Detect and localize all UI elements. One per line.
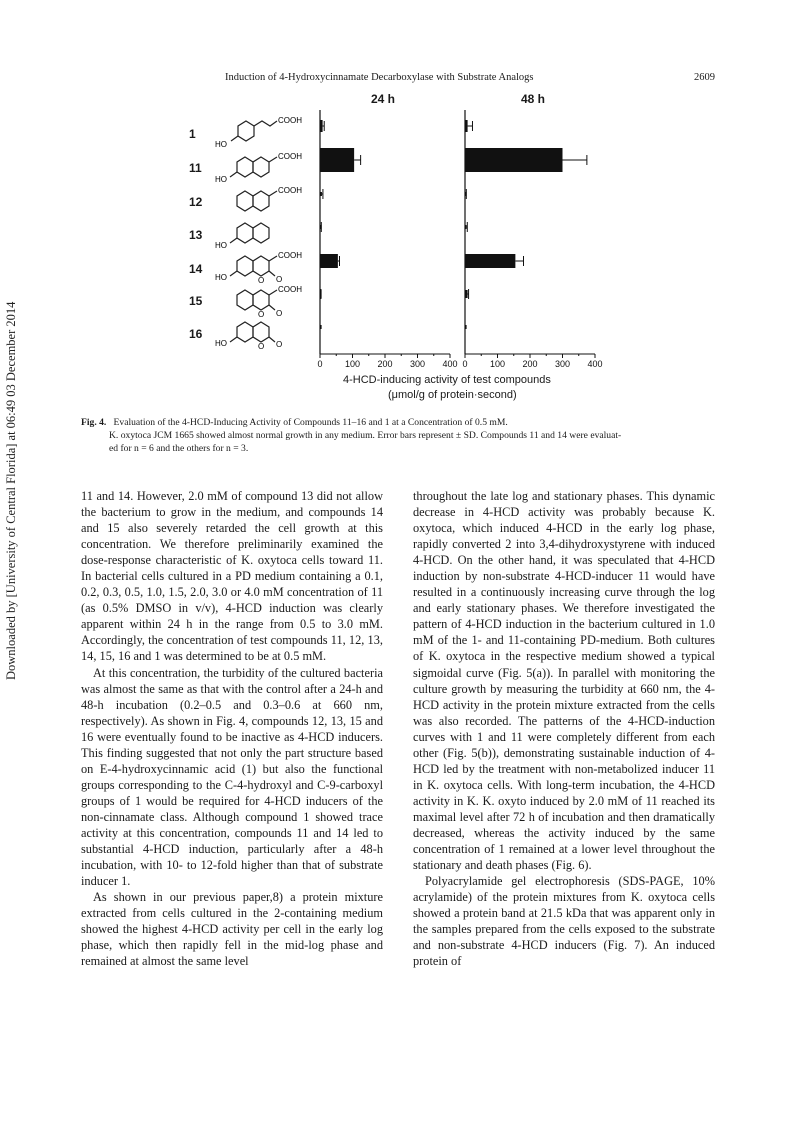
compound-label-12: 12 [189, 195, 203, 209]
x-tick-label-24h-400: 400 [442, 359, 458, 369]
cooh-label: COOH [278, 116, 302, 125]
structure-compound-16 [213, 314, 303, 354]
structure-11-drawing [213, 148, 303, 184]
x-tick-label-48h-200: 200 [522, 359, 538, 369]
ho-label: HO [215, 273, 227, 282]
panel-title-24h: 24 h [371, 92, 396, 106]
cooh-label: COOH [278, 152, 302, 161]
x-tick-label-48h-0: 0 [462, 359, 468, 369]
x-tick-label-24h-200: 200 [377, 359, 393, 369]
bar-48h-13 [465, 225, 467, 229]
activity-bar-chart [300, 110, 620, 375]
compound-label-14: 14 [189, 262, 203, 276]
x-axis-unit: (μmol/g of protein·second) [388, 389, 517, 401]
bar-48h-16 [465, 325, 467, 329]
download-note [2, 301, 22, 680]
download-note-text: Downloaded by [University of Central Florida] at 06:49 03 December 2014 [4, 301, 18, 680]
carbonyl-o-label: O [276, 309, 283, 318]
bar-24h-1 [320, 120, 323, 132]
x-tick-label-24h-100: 100 [344, 359, 361, 369]
structure-compound-12 [213, 182, 303, 218]
bar-48h-1 [465, 120, 468, 132]
ho-label: HO [215, 140, 227, 149]
ring-o-label: O [258, 342, 265, 351]
structure-16-drawing [213, 314, 303, 354]
caption-line-1: Evaluation of the 4-HCD-Inducing Activity of Compounds 11–16 and 1 at a Concentration of 0.5 mM. [113, 417, 508, 428]
carbonyl-o-label: O [276, 340, 283, 349]
ho-label: HO [215, 339, 227, 348]
bar-24h-14 [320, 254, 338, 268]
compound-label-16: 16 [189, 327, 203, 341]
figure-label: Fig. 4. [81, 417, 107, 428]
compound-label-13: 13 [189, 228, 203, 242]
x-tick-label-24h-300: 300 [409, 359, 426, 369]
ring-o-label: O [258, 310, 265, 319]
ring-o-label: O [258, 276, 265, 285]
bar-48h-11 [465, 148, 563, 172]
paragraph: throughout the late log and stationary phases. This dynamic decrease in 4-HCD activity was probably because K. oxytoca, which induced 4-HCD in the early log phase, rapidly converted 2 into 3,4-dihydroxystyrene with induced 4-HCD. On the other hand, it was speculated that 4-HCD induction by non-substrate 4-HCD-inducer 11 would have resulted in a continuously increasing curve through the log and early stationary phases. We therefore investigated the pattern of 4-HCD induction in the bacterium cultured in 1.0 mM of the 1- and 11-containing PD-medium. Both cultures of K. oxytoca in the respective medium showed a typical sigmoidal curve (Fig. 5(a)). In parallel with monitoring the culture growth by measuring the turbidity at 660 nm, the 4-HCD activity in the protein mixture extracted from the cells was also recorded. The patterns of the 4-HCD-induction curves with 1 and 11 were completely different from each other (Fig. 5(b)), demonstrating sustainable induction of 4-HCD led by the treatment with non-metabolized inducer 11 in K. oxytoca cells. With long-term incubation, the 4-HCD activity in K. K. oxyto induced by 2.0 mM of 11 reached its maximal level after 72 h of incubation and then dramatically decreased, whereas the activity induced by the same concentration of 1 remained at a lower level throughout the stationary and death phases (Fig. 6). [413, 489, 715, 873]
body-column-right [413, 488, 715, 969]
bar-48h-15 [465, 290, 468, 298]
x-tick-label-24h-0: 0 [317, 359, 323, 369]
structure-compound-1 [213, 114, 303, 150]
x-tick-label-48h-400: 400 [587, 359, 603, 369]
carbonyl-o-label: O [276, 275, 283, 284]
figure-caption [81, 416, 721, 455]
caption-line-3: ed for n = 6 and the others for n = 3. [109, 443, 249, 454]
bar-24h-11 [320, 148, 354, 172]
paragraph: As shown in our previous paper,8) a protein mixture extracted from cells cultured in the 2-containing medium showed the highest 4-HCD activity per cell in the early log phase, which then rapidly fell in the mid-log phase and remained at almost the same level [81, 890, 383, 969]
x-tick-label-48h-300: 300 [554, 359, 571, 369]
structure-1-drawing [213, 114, 303, 150]
structure-12-drawing [213, 182, 303, 218]
cooh-label: COOH [278, 285, 302, 294]
caption-line-2: K. oxytoca JCM 1665 showed almost normal growth in any medium. Error bars represent ± SD. Compounds 11 and 14 were evaluat- [109, 430, 622, 441]
cooh-label: COOH [278, 186, 302, 195]
bar-24h-12 [320, 192, 322, 196]
structure-compound-11 [213, 148, 303, 184]
x-tick-label-48h-100: 100 [489, 359, 506, 369]
paragraph: 11 and 14. However, 2.0 mM of compound 13 did not allow the bacterium to grow in the medium, and compounds 14 and 15 also severely retarded the cell growth at this concentration. We therefore preliminarily examined the dose-response characteristic of K. oxytoca cells toward 11. In bacterial cells cultured in a PD medium containing a 0.1, 0.2, 0.3, 0.5, 1.0, 1.5, 2.0, 3.0 or 4.0 mM concentration of 11 (as 0.5% DMSO in v/v), 4-HCD induction was clearly apparent within 24 h in the range from 0.5 to 3.0 mM. Accordingly, the concentration of test compounds 11, 12, 13, 14, 15, 16 and 1 was determined to be at 0.5 mM. [81, 489, 383, 664]
ho-label: HO [215, 175, 227, 184]
body-column-left [81, 488, 383, 969]
panel-title-48h: 48 h [521, 92, 546, 106]
bar-24h-16 [320, 325, 322, 329]
paragraph: Polyacrylamide gel electrophoresis (SDS-PAGE, 10% acrylamide) of the protein mixtures from K. oxytoca cells showed a protein band at 21.5 kDa that was apparent only in the samples prepared from the cells exposed to the substrate and non-substrate 4-HCD inducers (Fig. 7). An induced protein of [413, 874, 715, 969]
compound-label-11: 11 [189, 161, 202, 175]
x-axis-title: 4-HCD-inducing activity of test compounds [343, 374, 551, 386]
compound-label-15: 15 [189, 294, 203, 308]
page-number: 2609 [694, 72, 715, 83]
paragraph: At this concentration, the turbidity of the cultured bacteria was almost the same as that with the control after a 24-h and 48-h incubation (0.2–0.5 and 0.3–0.6 at 660 nm, respectively). As shown in Fig. 4, compounds 12, 13, 15 and 16 were eventually found to be inactive as 4-HCD inducers. This finding suggested that not only the part structure based on E-4-hydroxycinnamic acid (1) but also the functional groups corresponding to the C-4-hydroxyl and C-9-carboxyl groups of 1 would be required for 4-HCD inducers of the non-cinnamate class. Although compound 1 showed trace activity at this concentration, compounds 11 and 14 led to substantial 4-HCD induction, particularly after a 48-h incubation, with 10- to 12-fold higher than that of substrate inducer 1. [81, 665, 383, 889]
bar-48h-14 [465, 254, 515, 268]
cooh-label: COOH [278, 251, 302, 260]
running-title: Induction of 4-Hydroxycinnamate Decarboxylase with Substrate Analogs [225, 72, 534, 83]
compound-label-1: 1 [189, 127, 196, 141]
ho-label: HO [215, 241, 227, 250]
